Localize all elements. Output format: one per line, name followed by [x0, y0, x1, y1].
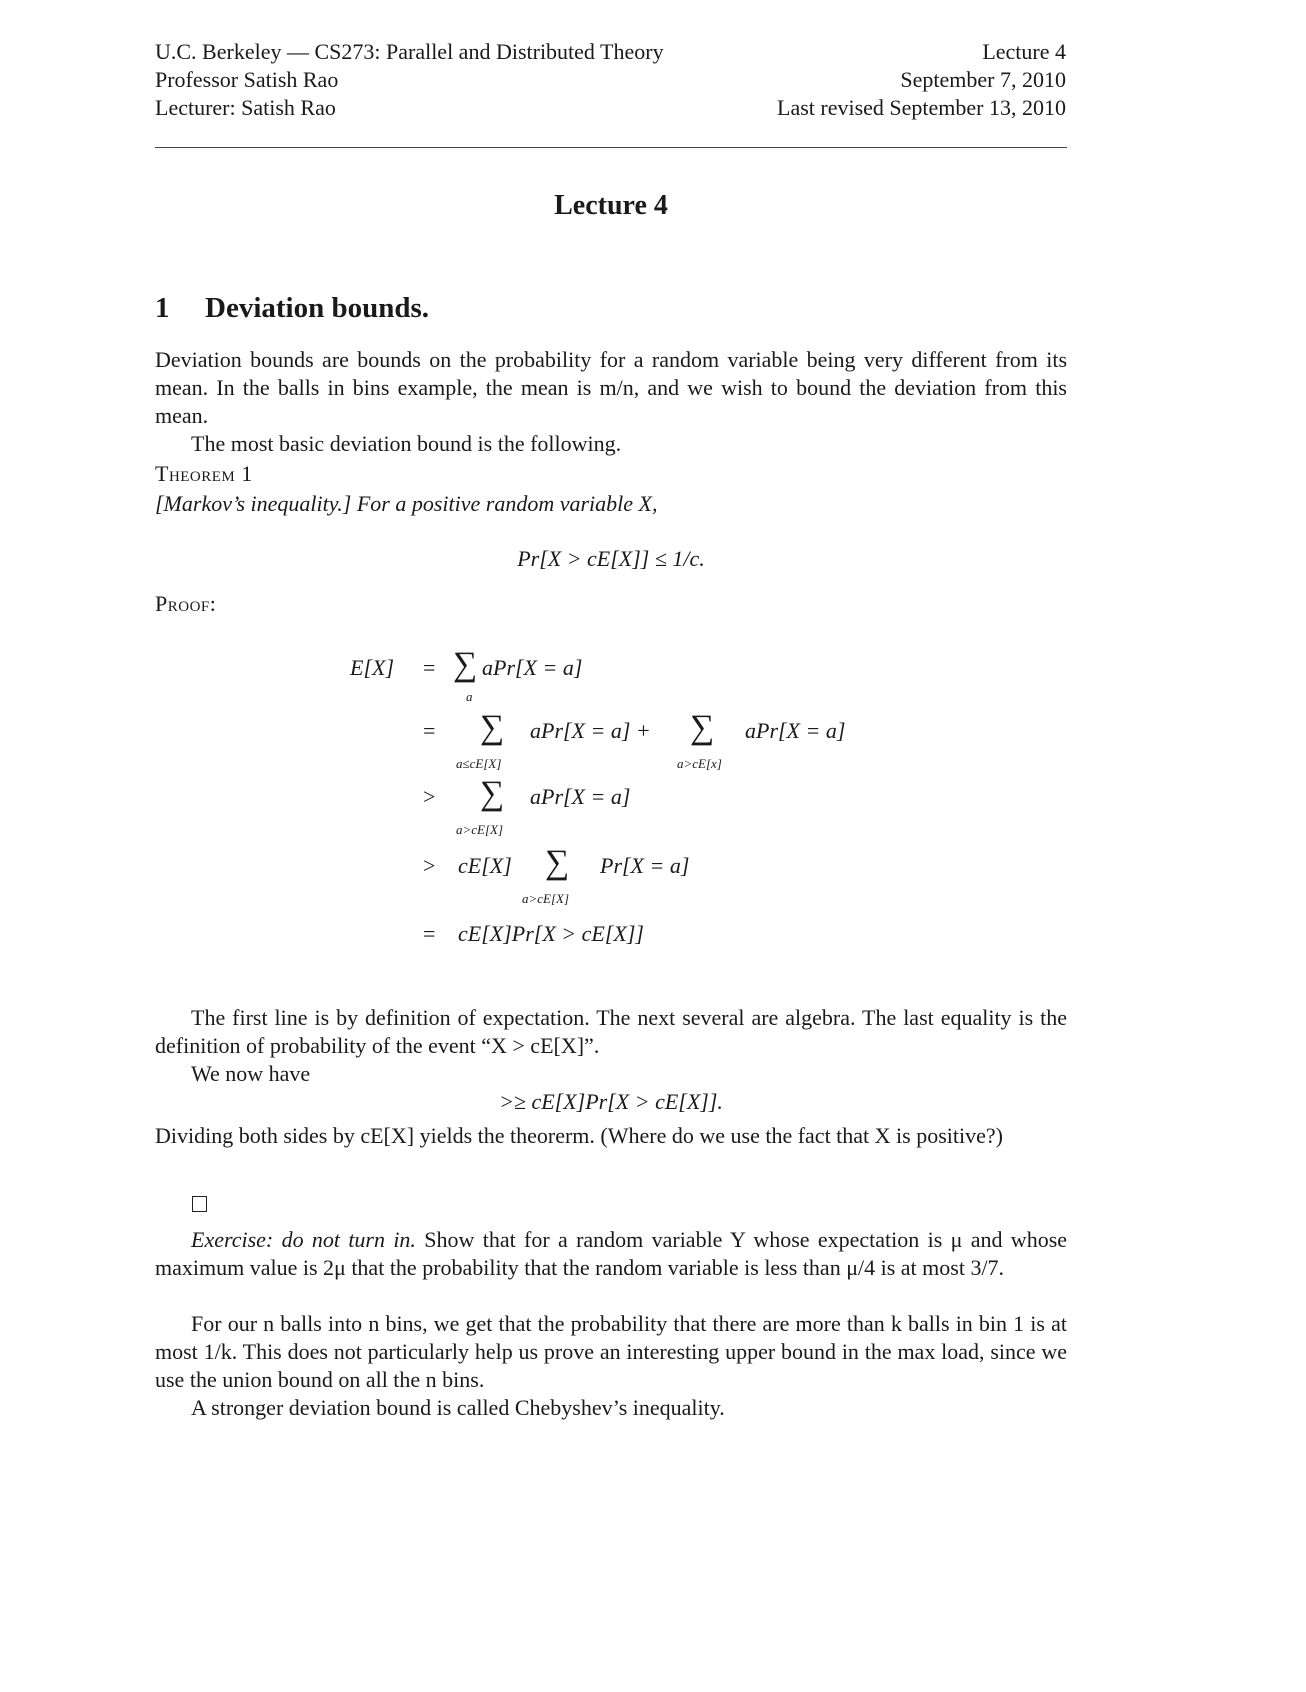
sum-subscript: a>cE[X]	[522, 891, 570, 906]
proof-operator: =	[423, 718, 436, 743]
sum-subscript: a	[466, 689, 473, 704]
paragraph-now-have: We now have	[191, 1061, 311, 1086]
sigma-symbol: ∑	[690, 709, 715, 746]
course-line: U.C. Berkeley — CS273: Parallel and Distributed Theory	[155, 39, 664, 64]
revised-date: Last revised September 13, 2010	[777, 95, 1066, 120]
lecture-number: Lecture 4	[982, 39, 1066, 64]
proof-term: aPr[X = a]	[530, 784, 631, 809]
paragraph-intro: Deviation bounds are bounds on the probability for a random variable being very different from its mean. In the balls in bins example, the mean is m/n, and we wish to bound the deviation from this mean.	[155, 347, 1067, 428]
theorem-statement: [Markov’s inequality.] For a positive random variable X,	[155, 491, 658, 516]
header-rule	[155, 147, 1067, 148]
proof-term: aPr[X = a] +	[530, 718, 651, 743]
proof-operator: >	[423, 853, 436, 878]
paragraph-balls-bins: For our n balls into n bins, we get that the probability that there are more than k balls in bin 1 is at most 1/k. This does not particularly help us prove an interesting upper bound in the max load, since we use the union bound on all the n bins.	[155, 1311, 1067, 1392]
sum-subscript: a>cE[x]	[677, 756, 722, 771]
paragraph-chebyshev: A stronger deviation bound is called Chebyshev’s inequality.	[191, 1395, 725, 1420]
sum-subscript: a≤cE[X]	[456, 756, 502, 771]
proof-term: Pr[X = a]	[600, 853, 690, 878]
sigma-symbol: ∑	[453, 646, 478, 683]
page-title: Lecture 4	[554, 190, 668, 221]
professor-line: Professor Satish Rao	[155, 67, 339, 92]
proof-operator: >	[423, 784, 436, 809]
section-title: Deviation bounds.	[205, 292, 430, 324]
sum-subscript: a>cE[X]	[456, 822, 504, 837]
proof-term: aPr[X = a]	[482, 655, 583, 680]
inequality-equation: >≥ cE[X]Pr[X > cE[X]].	[499, 1089, 723, 1114]
paragraph-exercise	[155, 1226, 1067, 1282]
paragraph-basic-bound: The most basic deviation bound is the following.	[191, 431, 622, 456]
proof-term: aPr[X = a]	[745, 718, 846, 743]
exercise-label: Exercise: do not turn in.	[191, 1227, 416, 1252]
proof-lhs: E[X]	[350, 655, 394, 680]
sigma-symbol: ∑	[545, 844, 570, 881]
proof-term: cE[X]	[458, 853, 512, 878]
qed-symbol	[192, 1196, 207, 1212]
header-left	[155, 38, 664, 122]
lecture-date: September 7, 2010	[900, 67, 1066, 92]
lecturer-line: Lecturer: Satish Rao	[155, 95, 336, 120]
header-right	[777, 38, 1066, 122]
proof-operator: =	[423, 655, 436, 680]
theorem-label: Theorem 1	[155, 461, 253, 486]
sigma-symbol: ∑	[480, 775, 505, 812]
proof-operator: =	[423, 921, 436, 946]
exercise-text: Show that for a random variable Y whose expectation is μ and whose maximum value is 2μ that the probability that the random variable is less than μ/4 is at most 3/7.	[155, 1227, 1068, 1280]
paragraph-proof-explanation: The first line is by definition of expectation. The next several are algebra. The last equality is the definition of probability of the event “X > cE[X]”.	[155, 1005, 1067, 1058]
proof-label: Proof:	[155, 591, 217, 616]
proof-term: cE[X]Pr[X > cE[X]]	[458, 921, 644, 946]
paragraph-dividing: Dividing both sides by cE[X] yields the theorerm. (Where do we use the fact that X is positive?)	[155, 1123, 1003, 1148]
theorem-equation: Pr[X > cE[X]] ≤ 1/c.	[517, 546, 705, 571]
section-number: 1	[155, 292, 170, 324]
sigma-symbol: ∑	[480, 709, 505, 746]
section-heading	[155, 292, 429, 325]
